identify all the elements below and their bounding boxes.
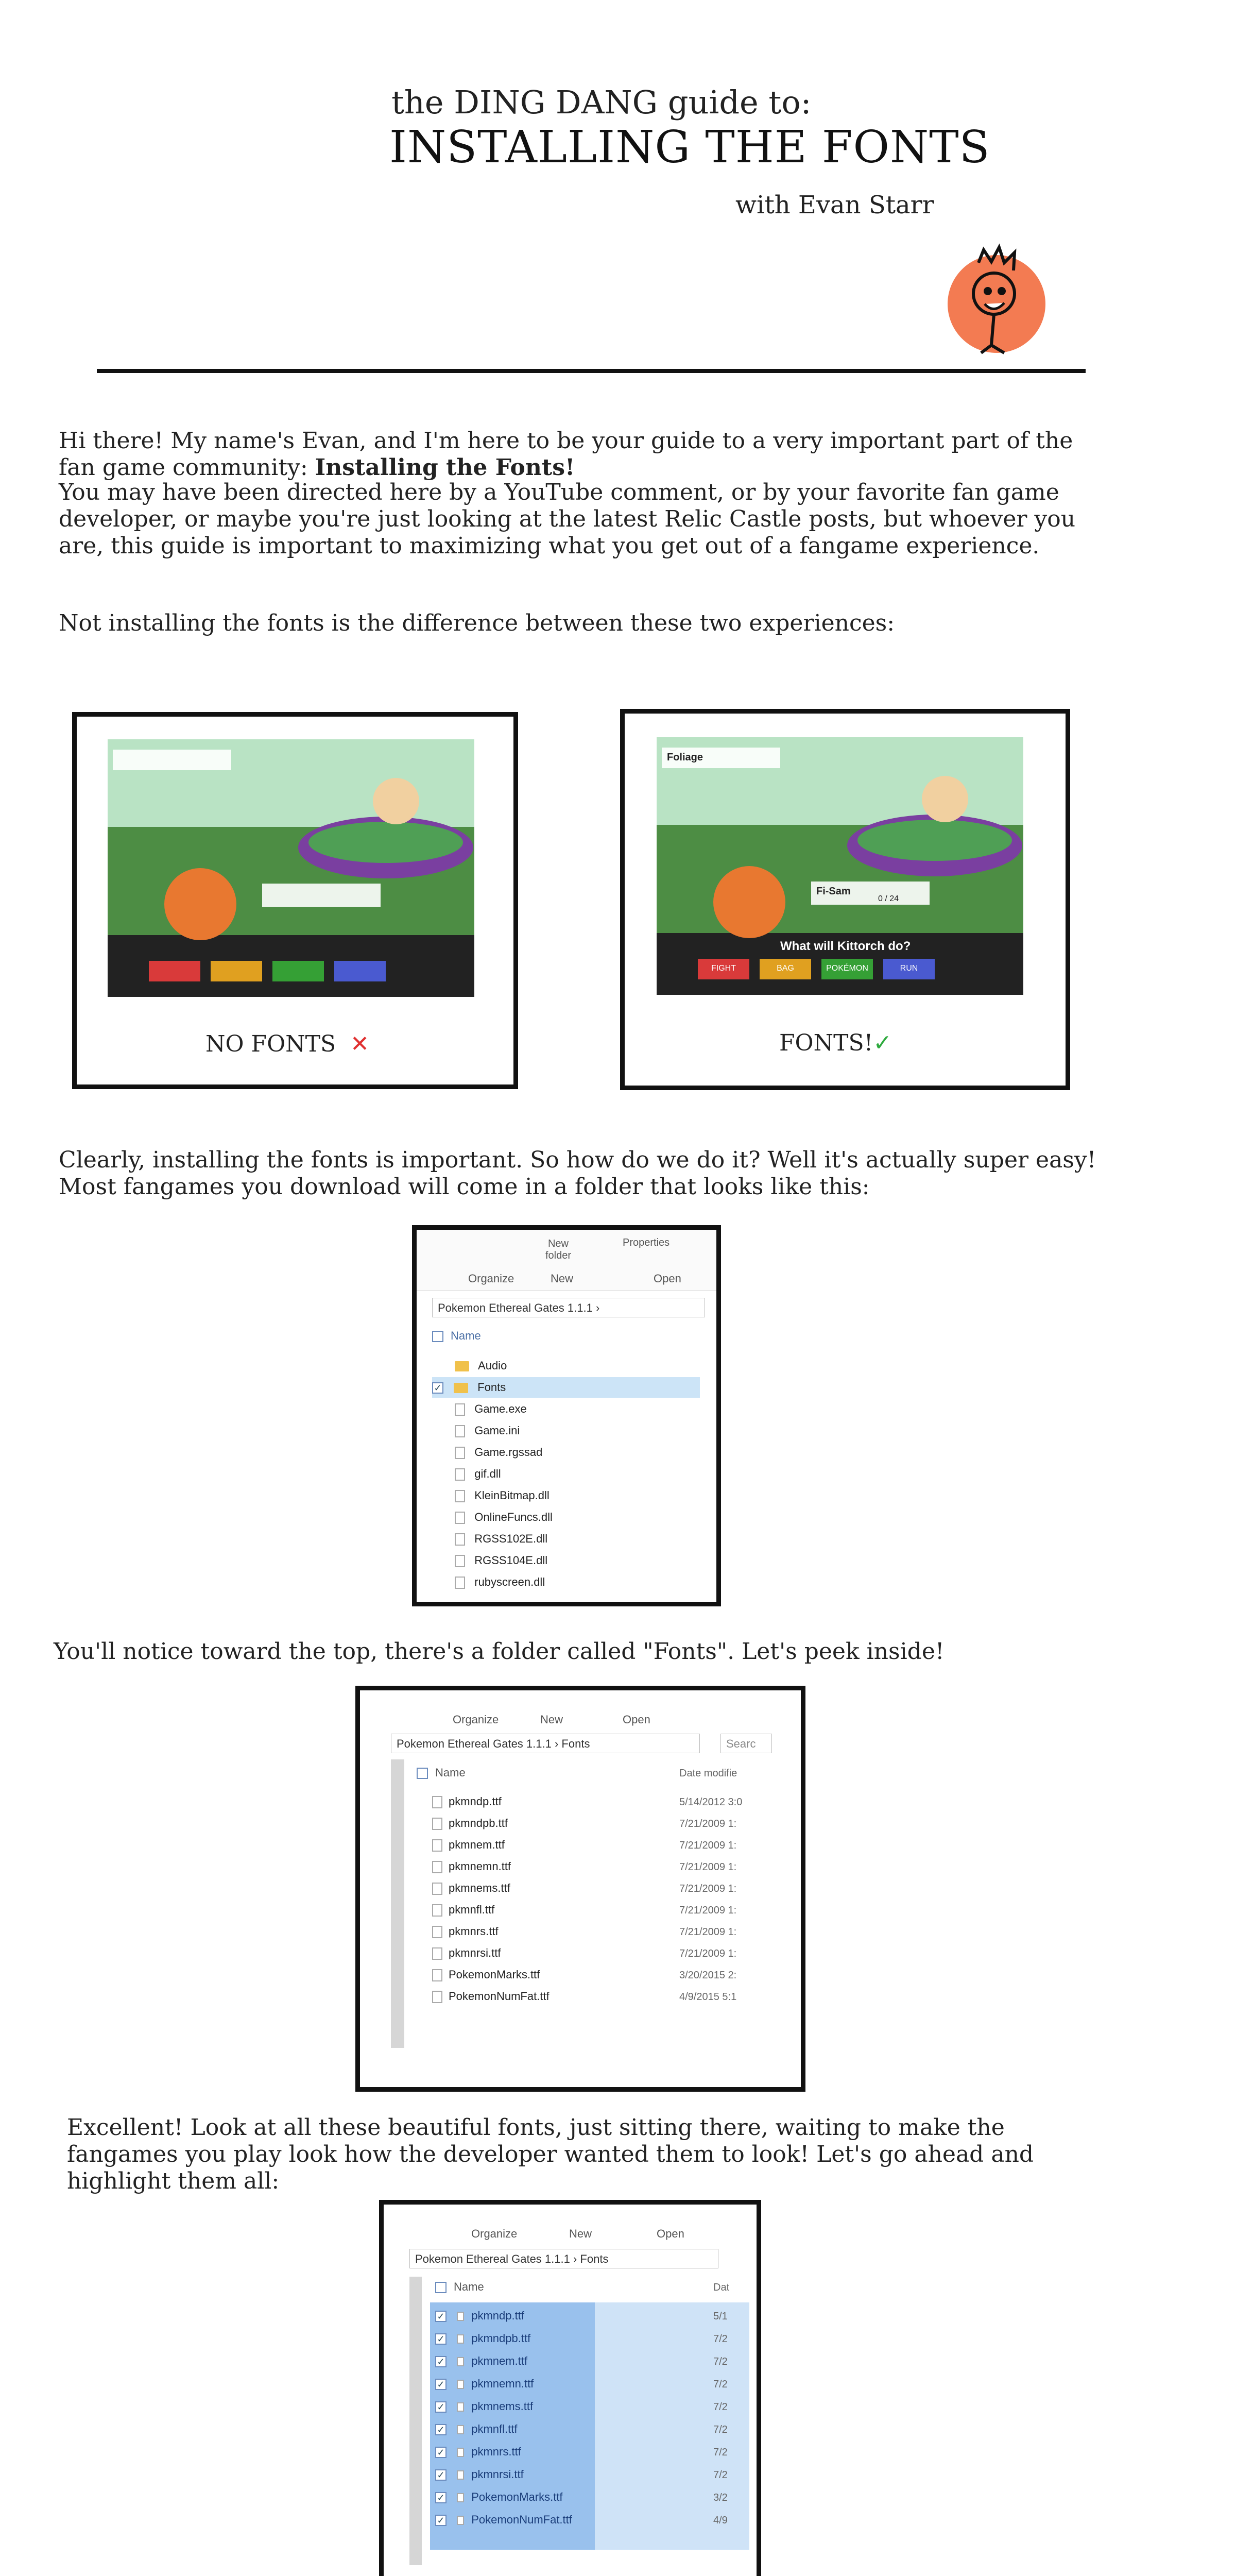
file-name: gif.dll <box>474 1467 501 1480</box>
font-file-icon <box>457 2357 464 2366</box>
file-date: 7/21/2009 1: <box>679 1905 737 1916</box>
pokemon-button: POKÉMON <box>826 964 868 973</box>
step1-text: Clearly, installing the fonts is important. So how do we do it? Well it's actually super easy! Most fangames you download will come in a folder that looks like this: <box>59 1147 1096 1200</box>
step1-explorer-frame <box>412 1225 721 1606</box>
font-file-icon <box>457 2448 464 2457</box>
file-item-selected[interactable] <box>435 2464 524 2485</box>
font-file-icon <box>432 1969 442 1981</box>
hp-readout: 0 / 24 <box>878 894 899 903</box>
player-name: Fi-Sam <box>816 886 851 897</box>
folder-icon <box>454 1383 468 1393</box>
item-checkbox[interactable]: ✓ <box>435 2447 447 2458</box>
address-bar[interactable]: Pokemon Ethereal Gates 1.1.1 › Fonts <box>409 2249 718 2268</box>
check-icon: ✓ <box>873 1030 892 1056</box>
file-item[interactable] <box>432 1986 550 2007</box>
font-file-icon <box>432 1947 442 1960</box>
file-item[interactable] <box>432 1485 700 1506</box>
file-item-selected[interactable] <box>435 2442 521 2462</box>
file-name: rubyscreen.dll <box>474 1575 545 1588</box>
file-item-selected[interactable] <box>435 2419 518 2439</box>
file-name: pkmnfl.ttf <box>471 2422 518 2435</box>
item-checkbox[interactable]: ✓ <box>435 2469 447 2481</box>
file-item-selected[interactable] <box>435 2510 572 2530</box>
file-icon <box>455 1490 465 1502</box>
select-all-checkbox[interactable] <box>432 1331 443 1342</box>
file-item[interactable] <box>432 1529 700 1549</box>
search-box[interactable]: Searc <box>720 1734 772 1753</box>
file-name: Game.exe <box>474 1402 527 1415</box>
item-checkbox[interactable]: ✓ <box>435 2311 447 2322</box>
file-name: pkmndpb.ttf <box>471 2332 531 2345</box>
file-name: pkmnems.ttf <box>471 2400 534 2413</box>
file-icon <box>455 1425 465 1437</box>
ribbon-open[interactable]: Open <box>657 2227 684 2240</box>
file-icon <box>455 1468 465 1481</box>
file-date: 7/2 <box>713 2447 728 2458</box>
folder-item[interactable] <box>432 1355 700 1376</box>
step2-text: You'll notice toward the top, there's a folder called "Fonts". Let's peek inside! <box>54 1638 945 1665</box>
file-date: 7/21/2009 1: <box>679 1818 737 1829</box>
select-all-checkbox[interactable] <box>435 2282 447 2293</box>
file-name: pkmnemn.ttf <box>471 2377 534 2390</box>
file-item[interactable] <box>432 1813 508 1834</box>
file-item-selected[interactable] <box>435 2374 534 2394</box>
file-name: PokemonNumFat.ttf <box>471 2513 572 2526</box>
file-date: 5/1 <box>713 2311 728 2322</box>
file-name: pkmnrs.ttf <box>449 1925 499 1938</box>
fonts-caption <box>779 1030 892 1056</box>
file-name: pkmnrs.ttf <box>471 2445 521 2458</box>
file-name: pkmnem.ttf <box>449 1838 505 1851</box>
file-name: pkmnfl.ttf <box>449 1903 495 1916</box>
column-date[interactable]: Dat <box>713 2282 730 2293</box>
file-date: 7/2 <box>713 2401 728 2413</box>
byline: with Evan Starr <box>735 191 934 219</box>
file-date: 4/9 <box>713 2515 728 2526</box>
file-date: 5/14/2012 3:0 <box>679 1797 743 1808</box>
ribbon-new-folder[interactable]: New folder <box>545 1238 572 1261</box>
item-checkbox[interactable]: ✓ <box>435 2492 447 2503</box>
item-checkbox[interactable]: ✓ <box>432 1382 443 1394</box>
ribbon <box>417 1230 716 1291</box>
folder-icon <box>455 1361 469 1371</box>
file-item[interactable] <box>432 1420 700 1441</box>
file-name: KleinBitmap.dll <box>474 1489 550 1502</box>
file-date: 4/9/2015 5:1 <box>679 1991 737 2003</box>
font-file-icon <box>432 1883 442 1895</box>
header-subtitle: the DING DANG guide to: <box>391 83 812 121</box>
file-item[interactable] <box>432 1878 510 1899</box>
intro-bold: Installing the Fonts! <box>315 454 575 481</box>
game-screenshot-no-fonts <box>108 739 474 997</box>
font-file-icon <box>432 1861 442 1873</box>
ribbon-open[interactable]: Open <box>654 1272 681 1285</box>
file-date: 3/20/2015 2: <box>679 1970 737 1981</box>
file-name: OnlineFuncs.dll <box>474 1511 553 1523</box>
font-file-icon <box>457 2402 464 2412</box>
game-screenshot-fonts <box>657 737 1023 995</box>
column-name[interactable]: Name <box>432 1326 481 1346</box>
file-name: pkmnems.ttf <box>449 1882 510 1894</box>
file-date: 7/21/2009 1: <box>679 1883 737 1894</box>
address-bar[interactable]: Pokemon Ethereal Gates 1.1.1 › <box>432 1298 705 1317</box>
file-item[interactable] <box>432 1835 505 1855</box>
header-divider <box>97 369 1086 373</box>
comparison-no-fonts <box>72 712 518 1089</box>
no-fonts-label: NO FONTS <box>205 1031 336 1057</box>
column-name[interactable]: Name <box>435 2277 484 2297</box>
file-name: pkmndp.ttf <box>471 2309 524 2322</box>
page-title: INSTALLING THE FONTS <box>389 122 990 173</box>
enemy-name: Foliage <box>667 752 703 763</box>
ribbon-organize[interactable]: Organize <box>468 1272 514 1285</box>
file-icon <box>455 1447 465 1459</box>
item-checkbox[interactable]: ✓ <box>435 2515 447 2526</box>
step3-explorer-frame <box>379 2200 761 2576</box>
font-file-icon <box>432 1991 442 2003</box>
font-file-icon <box>457 2334 464 2344</box>
file-item[interactable] <box>432 1464 700 1484</box>
item-checkbox[interactable]: ✓ <box>435 2333 447 2345</box>
file-icon <box>455 1403 465 1416</box>
path-text: Pokemon Ethereal Gates 1.1.1 <box>438 1301 593 1314</box>
ribbon-open[interactable]: Open <box>623 1713 650 1726</box>
file-item-selected[interactable] <box>435 2306 524 2326</box>
file-name: Game.rgssad <box>474 1446 543 1459</box>
file-name: Audio <box>478 1359 507 1372</box>
file-item[interactable] <box>432 1399 700 1419</box>
ribbon-properties[interactable]: Properties <box>623 1237 670 1248</box>
battle-prompt: What will Kittorch do? <box>780 939 911 953</box>
font-file-icon <box>457 2312 464 2321</box>
ribbon-organize[interactable]: Organize <box>453 1713 499 1726</box>
file-date: 7/2 <box>713 2356 728 2367</box>
file-name: pkmnem.ttf <box>471 2354 528 2367</box>
file-name: pkmnemn.ttf <box>449 1860 511 1873</box>
file-date: 7/21/2009 1: <box>679 1840 737 1851</box>
file-icon <box>455 1577 465 1589</box>
file-date: 7/2 <box>713 2424 728 2435</box>
ribbon-new[interactable]: New <box>540 1713 563 1726</box>
ribbon-new[interactable]: New <box>551 1272 574 1285</box>
file-item[interactable] <box>432 1900 494 1920</box>
file-name: Game.ini <box>474 1424 520 1437</box>
file-date: 7/21/2009 1: <box>679 1926 737 1938</box>
intro-paragraph-3: Not installing the fonts is the difference between these two experiences: <box>59 610 895 636</box>
font-file-icon <box>457 2425 464 2434</box>
font-file-icon <box>432 1796 442 1808</box>
intro-text-1: Hi there! My name's Evan, and I'm here to be your guide to a very important part of the fan game community: <box>59 428 1073 481</box>
ribbon-new[interactable]: New <box>569 2227 592 2240</box>
file-name: RGSS102E.dll <box>474 1532 548 1545</box>
file-item-selected[interactable] <box>435 2487 563 2507</box>
file-item[interactable] <box>432 1572 700 1592</box>
file-item[interactable] <box>432 1507 700 1528</box>
file-name: pkmndp.ttf <box>449 1795 502 1808</box>
item-checkbox[interactable]: ✓ <box>435 2424 447 2435</box>
run-button: RUN <box>900 964 918 973</box>
file-item[interactable] <box>432 1442 700 1463</box>
step2-explorer-frame <box>355 1686 805 2092</box>
fonts-label: FONTS! <box>779 1030 873 1056</box>
file-item[interactable] <box>432 1791 502 1812</box>
file-name: PokemonMarks.ttf <box>471 2490 563 2503</box>
fight-button: FIGHT <box>711 964 736 973</box>
file-item[interactable] <box>432 1856 511 1877</box>
file-date: 7/2 <box>713 2379 728 2390</box>
file-name: pkmnrsi.ttf <box>449 1946 501 1959</box>
file-icon <box>455 1555 465 1567</box>
folder-item[interactable] <box>432 1377 700 1398</box>
font-file-icon <box>457 2470 464 2480</box>
font-file-icon <box>432 1839 442 1852</box>
file-name: PokemonNumFat.ttf <box>449 1990 550 2003</box>
file-item-selected[interactable] <box>435 2351 527 2371</box>
item-checkbox[interactable]: ✓ <box>435 2379 447 2390</box>
step3-text: Excellent! Look at all these beautiful fonts, just sitting there, waiting to make the fangames you play look how the developer wanted them to look! Let's go ahead and highlight them all: <box>67 2114 1034 2194</box>
item-checkbox[interactable]: ✓ <box>435 2401 447 2413</box>
file-name: Fonts <box>477 1381 506 1394</box>
no-fonts-caption <box>205 1031 369 1057</box>
file-date: 7/21/2009 1: <box>679 1861 737 1873</box>
item-checkbox[interactable]: ✓ <box>435 2356 447 2367</box>
font-file-icon <box>457 2493 464 2502</box>
intro-paragraph-2: You may have been directed here by a YouTube comment, or by your favorite fan game developer, or maybe you're just looking at the latest Relic Castle posts, but whoever you are, this guide is important to maximizing what you get out of a fangame experience. <box>59 479 1076 559</box>
file-item[interactable] <box>432 1921 499 1942</box>
font-file-icon <box>457 2380 464 2389</box>
file-date: 3/2 <box>713 2492 728 2503</box>
file-icon <box>455 1512 465 1524</box>
font-file-icon <box>432 1926 442 1938</box>
bag-button: BAG <box>777 964 794 973</box>
file-item-selected[interactable] <box>435 2328 530 2349</box>
intro-paragraph-1 <box>59 401 1089 481</box>
cross-icon: ✕ <box>350 1031 370 1057</box>
font-file-icon <box>457 2516 464 2525</box>
file-item[interactable] <box>432 1964 540 1985</box>
comparison-fonts <box>620 709 1070 1090</box>
nav-pane-scrollbar[interactable] <box>391 1759 404 2048</box>
file-name: PokemonMarks.ttf <box>449 1968 540 1981</box>
file-item[interactable] <box>432 1943 501 1963</box>
file-name: RGSS104E.dll <box>474 1554 548 1567</box>
address-bar[interactable]: Pokemon Ethereal Gates 1.1.1 › Fonts <box>391 1734 700 1753</box>
font-file-icon <box>432 1904 442 1917</box>
file-icon <box>455 1533 465 1546</box>
file-date: 7/2 <box>713 2469 728 2481</box>
column-name[interactable]: Name <box>417 1762 466 1783</box>
file-name: pkmnrsi.ttf <box>471 2468 524 2481</box>
author-avatar <box>927 242 1066 355</box>
column-date[interactable]: Date modifie <box>679 1768 737 1779</box>
file-name: pkmndpb.ttf <box>449 1817 508 1829</box>
font-file-icon <box>432 1818 442 1830</box>
file-date: 7/21/2009 1: <box>679 1948 737 1959</box>
file-item[interactable] <box>432 1550 700 1571</box>
select-all-checkbox[interactable] <box>417 1768 428 1779</box>
file-item-selected[interactable] <box>435 2396 533 2417</box>
nav-pane-scrollbar[interactable] <box>409 2277 422 2565</box>
ribbon-organize[interactable]: Organize <box>471 2227 518 2240</box>
file-date: 7/2 <box>713 2333 728 2345</box>
